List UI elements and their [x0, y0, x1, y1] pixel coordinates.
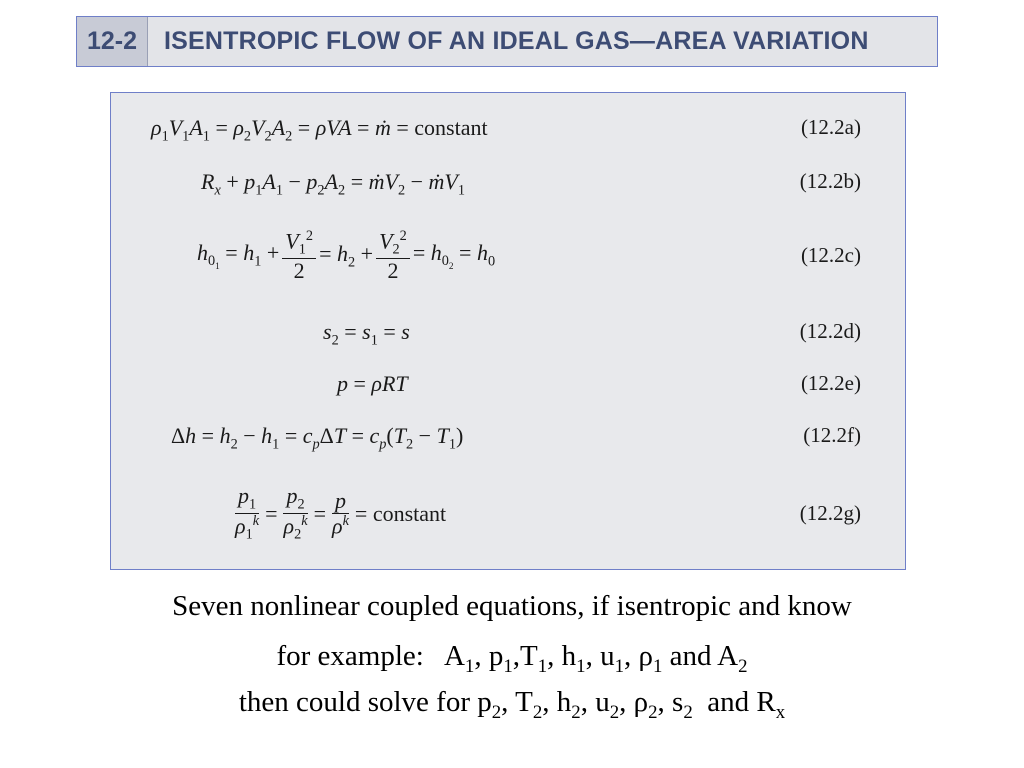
caption-line-2-prefix: for example:: [276, 640, 424, 672]
section-number: 12-2: [77, 17, 148, 66]
equation-row: [111, 423, 905, 453]
caption-line-3-prefix: then could solve for: [238, 686, 470, 718]
equation-12-2g: $\frac{p_1}{\rho_1^k}$ = $\frac{p_2}{\rho_2^k}$ = $\frac{p}{\rho^k}$ = constant: [235, 483, 447, 544]
equation-number: (12.2c): [800, 243, 861, 267]
caption-line-3: then could solve for $p_2$, $T_2$, $h_2$, $u_2$, $\rho_2$, $s_2$ and $R_x$: [238, 686, 786, 723]
equation-row: [111, 169, 905, 199]
equation-12-2a: $\rho_1V_1A_1 = \rho_2V_2A_2 = \rho VA$ = ṁ = constant: [151, 115, 488, 145]
equation-row: [111, 319, 905, 349]
equations-panel: [110, 92, 906, 570]
section-header: [76, 16, 938, 67]
equation-number: (12.2a): [800, 115, 861, 139]
equation-12-2b: $R_x + p_1A_1 - p_2A_2$ = ṁV$_2$ − ṁV$_1$: [201, 169, 465, 199]
equation-12-2d: $s_2 = s_1 = s$: [323, 319, 410, 349]
equation-12-2c: $h_{0_1} = h_1$ + $\frac{V_1^2}{2}$ = $h_2$ + $\frac{V_2^2}{2}$ = $h_{0_2} = h_0$: [197, 227, 496, 284]
equation-number: (12.2f): [803, 423, 861, 447]
equation-number: (12.2g): [799, 501, 861, 525]
equation-number: (12.2e): [800, 371, 861, 395]
caption-line-2: for example: $A_1$, $p_1,T_1$, $h_1$, $u_1$, $\rho_1$ and $A_2$: [276, 640, 748, 677]
caption-line-1: Seven nonlinear coupled equations, if isentropic and know: [172, 590, 852, 622]
constant-word: constant: [372, 501, 447, 526]
equation-row: [111, 481, 905, 547]
equation-row: [111, 223, 905, 289]
equation-number: (12.2d): [799, 319, 861, 343]
equation-12-2e: p = ρRT: [337, 371, 408, 396]
section-title: ISENTROPIC FLOW OF AN IDEAL GAS—AREA VARIATION: [164, 27, 869, 55]
equation-row: [111, 371, 905, 401]
equation-12-2f: $\Delta h = h_2 - h_1 = c_p\Delta T = c_p(T_2 - T_1)$: [171, 423, 464, 453]
equation-row: [111, 115, 905, 145]
equation-number: (12.2b): [799, 169, 861, 193]
constant-word: constant: [414, 115, 488, 140]
